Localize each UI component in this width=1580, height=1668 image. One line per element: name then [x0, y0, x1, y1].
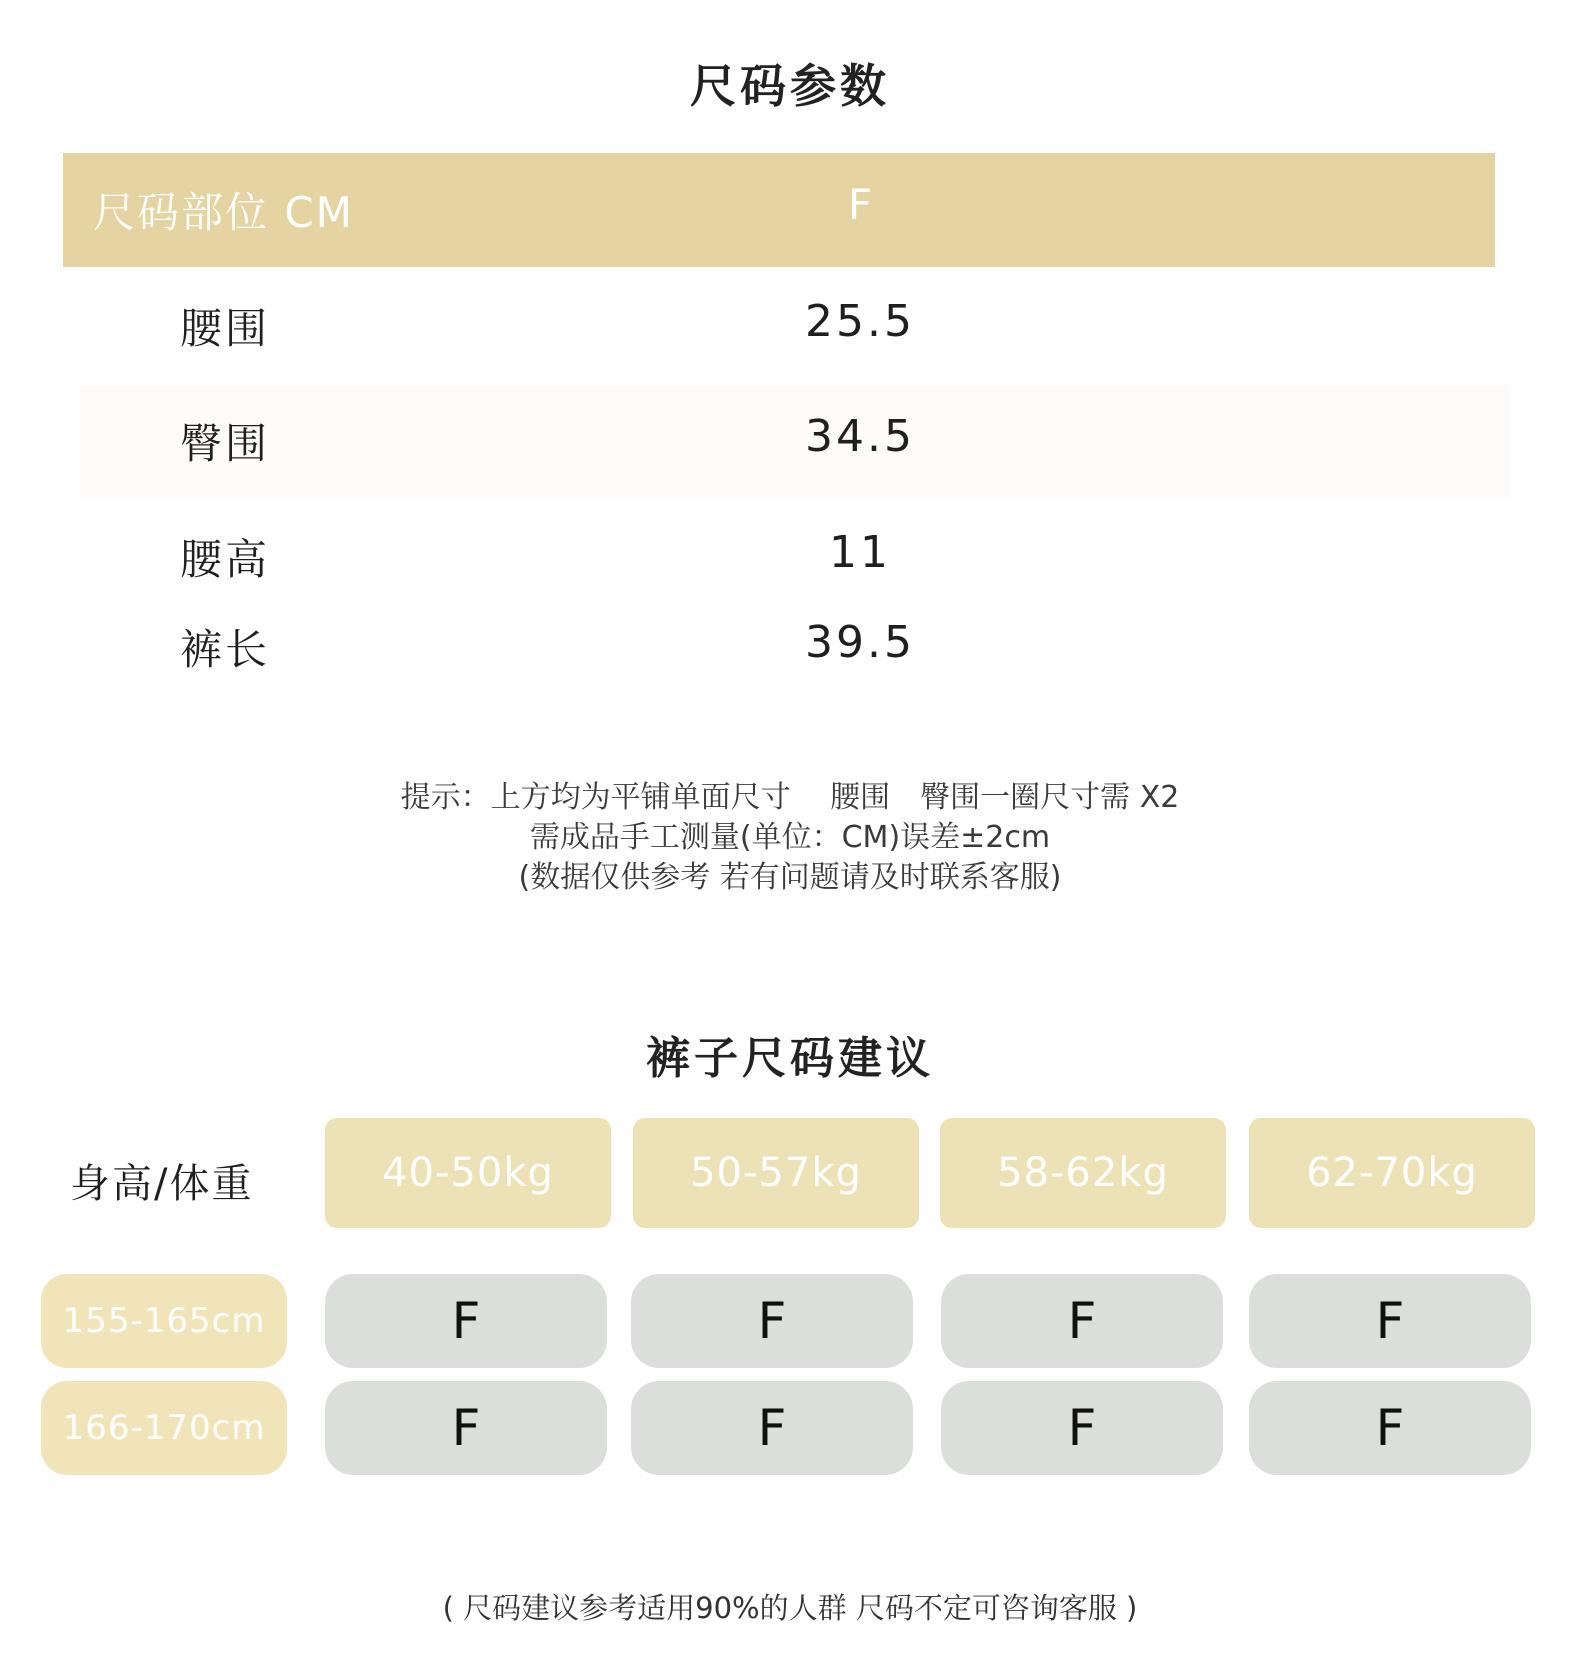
- size-cell: F: [325, 1381, 607, 1475]
- weight-header-cell: 50-57kg: [633, 1118, 919, 1228]
- row-value-length: 39.5: [805, 617, 915, 668]
- size-table-header-size: F: [847, 180, 873, 229]
- row-value-hip: 34.5: [805, 411, 915, 462]
- weight-header-cell: 40-50kg: [325, 1118, 611, 1228]
- size-cell: F: [1249, 1381, 1531, 1475]
- size-cell: F: [1249, 1274, 1531, 1368]
- size-cell: F: [631, 1274, 913, 1368]
- size-table-header-label: 尺码部位 CM: [93, 188, 354, 237]
- size-cell: F: [941, 1381, 1223, 1475]
- height-header-cell: 166-170cm: [41, 1381, 287, 1475]
- note-line-2: 需成品手工测量(单位：CM)误差±2cm: [529, 820, 1051, 855]
- row-label-hip: 臀围: [180, 419, 271, 468]
- size-cell: F: [325, 1274, 607, 1368]
- row-label-waist: 腰围: [180, 304, 271, 353]
- height-weight-label: 身高/体重: [70, 1161, 254, 1207]
- row-value-rise: 11: [829, 527, 891, 578]
- size-cell: F: [941, 1274, 1223, 1368]
- suggestion-title: 裤子尺码建议: [646, 1033, 934, 1084]
- size-cell: F: [631, 1381, 913, 1475]
- note-line-3: (数据仅供参考 若有问题请及时联系客服): [518, 860, 1062, 895]
- row-label-rise: 腰高: [180, 535, 271, 584]
- weight-header-cell: 62-70kg: [1249, 1118, 1535, 1228]
- row-label-length: 裤长: [180, 625, 271, 674]
- suggestion-footer-note: ( 尺码建议参考适用90%的人群 尺码不定可咨询客服 ): [442, 1591, 1138, 1625]
- height-header-cell: 155-165cm: [41, 1274, 287, 1368]
- size-params-title: 尺码参数: [690, 59, 890, 113]
- note-line-1: 提示：上方均为平铺单面尺寸 腰围 臀围一圈尺寸需 X2: [400, 780, 1180, 815]
- row-value-waist: 25.5: [805, 296, 915, 347]
- weight-header-cell: 58-62kg: [940, 1118, 1226, 1228]
